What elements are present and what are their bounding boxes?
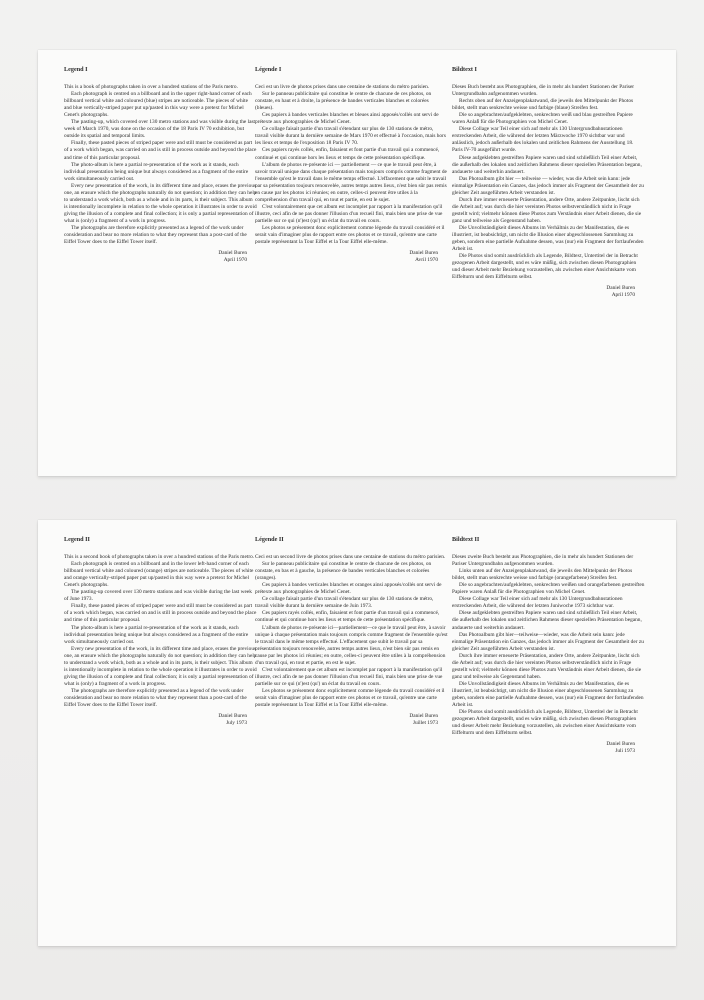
paragraph: Each photograph is centred on a billboard and in the upper right-hand corner of each billboard vertical white and coloured (blue) stripes are noticeable. The pieces of white and blue vertically-striped paper put up/pasted in this way were a pretext for Michel Cenet's photographs. [64,91,252,119]
column-heading: Legend II [64,536,90,543]
signature-date: April 1970 [223,257,247,264]
paragraph: Les photos se présentent donc explicitement comme légende du travail considéré et il serait vain d'imaginer plus de rapport entre ces photos et ce travail, qu'entre une carte postale représentant la Tour Eiffel et la Tour Eiffel elle-même. [255,687,445,709]
column-german-1 [452,66,645,299]
booklet-page-1 [38,50,676,476]
signature-date: July 1973 [226,720,247,727]
signature-block [64,250,247,264]
paragraph: The photo-album is here a partial re-presentation of the work as it stands, each individual presentation being unique but always considered as a fragment of the entire work simultaneously carried out. [64,161,249,182]
paragraph: L'album de photos re-présente ici—partiellement—ce que le travail peut être, à savoir unique à chaque présentation mais toujours compris comme fragment de l'ensemble qu'est le travail dans le même temps effectué. L'effacement que subit le travail par sa présentation toujours renouvelée, autres temps autres lieux, n'est bien sûr pas remis en cause par les photos ici réunies; en outre, celles-ci peuvent être utiles à la compréhension d'un travail qui, en tout et partie, en est le sujet. [255,624,448,666]
paragraph: The photographs are therefore explicitly presented as a legend of the work under consideration and bear no more relation to what they represent than a post-card of the Eiffel Tower does to the Eiffel Tower itself. [64,687,247,709]
signature-block [64,713,247,727]
paragraph: Every new presentation of the work, in its different time and place, erases the previous one, an erasure which the photographs naturally do not question; in addition they can help to understand a work which, both as a whole and in its parts, is their subject. This album is intentionally incomplete in relation to the whole operation it illustrates in order to avoid giving the illusion of a complete and final collection; it is only a partial representation of what is (only) a fragment of a work in progress. [64,645,257,687]
paragraph: Les photos se présentent donc explicitement comme légende du travail considéré et il serait vain d'imaginer plus de rapport entre ces photos et ce travail, qu'entre une carte postale représentant la Tour Eiffel et la Tour Eiffel elle-même. [255,224,445,246]
paragraph: Ces papiers à bandes verticales blanches et oranges ainsi apposés/collés ont servi de prétexte aux photographies de Michel Cenet. [255,582,442,596]
signature-name: Daniel Buren [218,250,247,257]
paragraph: Ce collage faisait partie d'un travail s'étendant sur plus de 130 stations de métro, travail visible durant la dernière semaine de Mars 1970 et effectué à l'occasion, mais hors les lieux et temps de l'exposition 18 Paris IV 70. [255,126,446,147]
paragraph: Ces papiers rayés collés, enfin, faisaient et font partie d'un travail qui a commencé, continué et qui continue hors les lieux et temps de cette présentation spécifique. [255,610,440,624]
signature-block [255,713,438,727]
paragraph: Links unten auf der Anzeigenplakatwand, die jeweils den Mittelpunkt der Photos bildet, stellt man senkrechte weisse und farbige (orangefarbene) Streifen fest. [452,568,633,582]
column-heading: Bildtext I [452,66,477,73]
paragraph: Ce collage faisait partie d'un travail s'étendant sur plus de 130 stations de métro, travail visible durant la dernière semaine de Juin 1973. [255,596,434,610]
paragraph: Das Photoalbum gibt hier—teilweise—wieder, was die Arbeit sein kann: jede einmalige Präsentation ein Ganzes, das jedoch immer als Fragment der Gesamtheit der zu gleicher Zeit ausgeführten Arbeit verstanden ist. [452,631,644,652]
signature-name: Daniel Buren [409,713,438,720]
paragraph: This is a second book of photographs taken in over a hundred stations of the Paris metro. [64,554,255,561]
signature-date: Juillet 1973 [412,720,438,727]
paragraph: Ceci est un livre de photos prises dans une centaine de stations du métro parisien. [255,84,430,91]
paragraph: Diese aufgeklebten gestreiften Papiere waren und sind schließlich Teil einer Arbeit, die außerhalb des lokalen und zeitlichen Rahmens dieser speziellen Präsentation begann, andauerte und weiterhin andauert. [452,610,642,631]
paragraph: C'est volontairement que cet album est incomplet par rapport à la manifestation qu'il illustre, ceci afin de ne pas donner l'illusion d'un recueil fini, mais bien une prise de vue partielle sur ce qui (n')est (qu') un éclat du travail en cours. [255,666,443,687]
paragraph: Die Unvollständigkeit dieses Albums im Verhältnis zu der Manifestation, die es illustriert, ist beabsichtigt, um nicht die Illusion einer abgeschlossenen Sammlung zu geben, sondern eine partielle Aufnahme dessen, was (nur) ein Fragment der fortlaufenden Arbeit ist. [452,680,644,709]
column-heading: Legend I [64,66,88,73]
column-heading: Légende II [255,536,284,543]
signature-name: Daniel Buren [606,285,635,292]
paragraph: Finally, these pasted pieces of striped paper were and still must be considered as part of a work which began, was carried on and is still in process outside and beyond the place and time of this particular proposal. [64,140,257,161]
paragraph: Durch ihre immer erneuerte Präsentation, andere Orte, andere Zeitpunkte, lischt sich die Arbeit auf; was durch die hier vereinten Photos selbstverständlich nicht in Frage gestellt wird; vielmehr können diese Photos zum Verständnis einer Arbeit dienen, die sie ganz und teilweise als Gegenstand haben. [452,652,642,680]
paragraph: Ces papiers rayés collés, enfin, faisaient et font partie d'un travail qui a commencé, continué et qui continue hors les lieux et temps de cette présentation spécifique. [255,147,440,161]
paragraph: Rechts oben auf der Anzeigenplakatwand, die jeweils den Mittelpunkt der Photos bildet, stellt man senkrechte weisse und farbige (blaue) Streifen fest. [452,98,634,112]
paragraph: C'est volontairement que cet album est incomplet par rapport à la manifestation qu'il illustre, ceci afin de ne pas donner l'illusion d'un recueil fini, mais bien une prise de vue partielle sur ce qui (n')est (qu') un éclat du travail en cours. [255,203,443,224]
signature-date: April 1970 [611,292,635,299]
signature-block [452,741,635,755]
signature-name: Daniel Buren [218,713,247,720]
paragraph: Diese Collage war Teil einer sich auf mehr als 130 Untergrundbahnstationen erstreckenden Arbeit, die während der letzten Märzwoche 1970 sichtbar war und anlässlich, jedoch außerhalb des lokalen und zeitlichen Rahmens der Ausstellung 18. Paris IV-70 ausgeführt wurde. [452,126,634,154]
paragraph: Diese Collage war Teil einer sich auf mehr als 130 Untergrundbahnstationen erstreckenden Arbeit, die während der letzten Juniwoche 1973 sichtbar war. [452,596,623,610]
signature-name: Daniel Buren [409,250,438,257]
column-english-2 [64,536,257,727]
paragraph: Finally, these pasted pieces of striped paper were and still must be considered as part of a work which began, was carried on and is still in process outside and beyond the place and time of this particular proposal. [64,603,257,624]
paragraph: The pasting-up covered over 130 metro stations and was visible during the last week of June 1973. [64,589,252,603]
column-german-2 [452,536,645,755]
column-english-1 [64,66,257,264]
paragraph: Die Photos sind somit ausdrücklich als Legende, Bildtext, Untertitel der in Betracht gezogenen Arbeit dargestellt, und es wäre müßig, sich zwischen diesen Photographien und dieser Arbeit mehr Beziehung vorzustellen, als zwischen einer Ansichtskarte vom Eiffelturm und dem Eiffelturm selbst. [452,253,638,281]
paragraph: Sur le panneau publicitaire qui constitue le centre de chacune de ces photos, on constate, en haut et à droite, la présence de bandes verticales blanches et colorées (bleues). [255,91,432,112]
paragraph: Each photograph is centred on a billboard and in the lower left-hand corner of each billboard vertical white and coloured (orange) stripes are noticeable. The pieces of white and orange vertically-striped paper put up/pasted in this way were a pretext for Michel Cenet's photographs. [64,561,254,589]
column-heading: Légende I [255,66,282,73]
paragraph: Die so angebrachten/aufgeklebten, senkrechten weißen und orangefarbenen gestreiften Papiere waren Anlaß für die Photographien von Michel Cenet. [452,582,645,596]
paragraph: Die so angebrachten/aufgeklebten, senkrechten weiß und blau gestreiften Papiere waren Anlaß für die Photographien von Michel Cenet. [452,112,633,126]
paragraph: Ceci est un second livre de photos prises dans une centaine de stations du métro parisien. [255,554,446,561]
column-french-1 [255,66,448,264]
signature-date: Avril 1970 [415,257,438,264]
paragraph: Die Unvollständigkeit dieses Albums im Verhältnis zu der Manifestation, die es illustriert, ist beabsichtigt, um nicht die Illusion einer abgeschlossenen Sammlung zu geben, sondern eine partielle Aufnahme dessen, was (nur) ein Fragment der fortlaufenden Arbeit ist. [452,224,644,253]
paragraph: Dieses zweite Buch besteht aus Photographien, die in mehr als hundert Stationen der Pariser Untergrundbahn aufgenommen wurden. [452,554,634,568]
booklet-page-2 [38,520,676,946]
paragraph: Every new presentation of the work, in its different time and place, erases the previous one, an erasure which the photographs naturally do not question; in addition they can help to understand a work which, both as a whole and in its parts, is their subject. This album is intentionally incomplete in relation to the whole operation it illustrates in order to avoid giving the illusion of a complete and final collection; it is only a partial representation of what is (only) a fragment of a work in progress. [64,182,257,224]
paragraph: This is a book of photographs taken in over a hundred stations of the Paris metro. [64,84,238,91]
signature-name: Daniel Buren [606,741,635,748]
column-french-2 [255,536,448,727]
paragraph: Dieses Buch besteht aus Photographien, die in mehr als hundert Stationen der Pariser Untergrundbahn aufgenommen wurden. [452,84,635,98]
paragraph: Die Photos sind somit ausdrücklich als Legende, Bildtext, Untertitel der in Betracht gezogenen Arbeit dargestellt, und es wäre müßig, sich zwischen diesen Photographien und dieser Arbeit mehr Beziehung vorzustellen, als zwischen einer Ansichtskarte vom Eiffelturm und dem Eiffelturm selbst. [452,709,638,737]
paragraph: The photo-album is here a partial re-presentation of the work as it stands, each individual presentation being unique but always considered as a fragment of the entire work simultaneously carried out. [64,624,249,645]
paragraph: Sur le panneau publicitaire qui constitue le centre de chacune de ces photos, on constate, en bas et à gauche, la présence de bandes verticales blanches et colorées (oranges). [255,561,432,582]
paragraph: L'album de photos re-présente ici — partiellement — ce que le travail peut être, à savoir travail unique dans chaque présentation mais toujours compris comme fragment de l'ensemble qu'est le travail dans le même temps effectué. L'effacement que subit le travail par sa présentation toujours renouvelée, autres temps autres lieux, n'est bien sûr pas remis en cause par les photos ici réunies; en outre, celles-ci peuvent être utiles à la compréhension d'un travail qui, en tout et partie, en est le sujet. [255,161,447,203]
paragraph: Durch ihre immer erneuerte Präsentation, andere Orte, andere Zeitpunkte, lischt sich die Arbeit auf; was durch die hier vereinten Photos selbstverständlich nicht in Frage gestellt wird; vielmehr können diese Photos zum Verständnis einer Arbeit dienen, die sie ganz und teilweise als Gegenstand haben. [452,196,642,224]
paragraph: The pasting-up, which covered over 130 metro stations and was visible during the last week of March 1970, was done on the occasion of the 18 Paris IV 70 exhibition, but outside its spatial and temporal limits. [64,119,256,140]
signature-block [255,250,438,264]
signature-block [452,285,635,299]
paragraph: Ces papiers à bandes verticales blanches et bleues ainsi apposés/collés ont servi de prétexte aux photographies de Michel Cenet. [255,112,439,126]
paragraph: Diese aufgeklebten gestreiften Papiere waren und sind schließlich Teil einer Arbeit, die außerhalb des lokalen und zeitlichen Rahmens dieser speziellen Präsentation begann, andauerte und weiterhin andauert. [452,154,642,175]
paragraph: Das Photoalbum gibt hier — teilweise — wieder, was die Arbeit sein kann: jede einmalige Präsentation ein Ganzes, das jedoch immer als Fragment der Gesamtheit der zu gleicher Zeit ausgeführten Arbeit verstanden ist. [452,175,644,196]
signature-date: Juli 1973 [615,748,635,755]
paragraph: The photographs are therefore explicitly presented as a legend of the work under consideration and bear no more relation to what they represent than a post-card of the Eiffel Tower does to the Eiffel Tower itself. [64,224,247,246]
column-heading: Bildtext II [452,536,480,543]
